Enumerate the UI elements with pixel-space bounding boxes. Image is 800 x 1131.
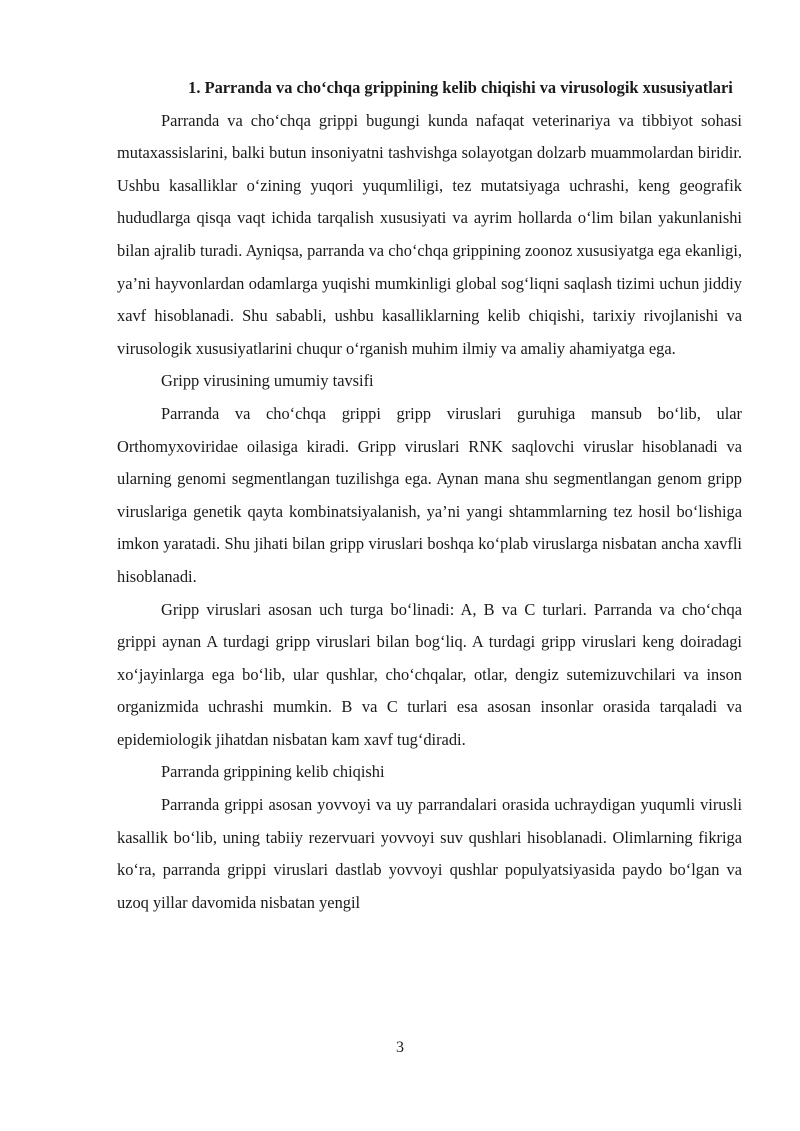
subheading-origin: Parranda grippining kelib chiqishi [161, 762, 385, 782]
paragraph-intro: Parranda va cho‘chqa grippi bugungi kunda nafaqat veterinariya va tibbiyot sohasi mutaxassislarini, balki butun insoniyatni tashvishga solayotgan dolzarb muammolardan biridir. Ushbu kasalliklar o‘zining yuqori yuqumliligi, tez mutatsiyaga uchrashi, keng geografik hududlarga qisqa vaqt ichida tarqalish xususiyati va ayrim hollarda o‘lim bilan yakunlanishi bilan ajralib turadi. Ayniqsa, parranda va cho‘chqa grippining zoonoz xususiyatga ega ekanligi, ya’ni hayvonlardan odamlarga yuqishi mumkinligi global sog‘liqni saqlash tizimi uchun jiddiy xavf hisoblanadi. Shu sababli, ushbu kasalliklarning kelib chiqishi, tarixiy rivojlanishi va virusologik xususiyatlarini chuqur o‘rganish muhim ilmiy va amaliy ahamiyatga ega. [117, 110, 742, 358]
section-heading: 1. Parranda va cho‘chqa grippining kelib chiqishi va virusologik xususiyatlari [188, 78, 733, 97]
subheading-general-description: Gripp virusining umumiy tavsifi [161, 371, 374, 391]
page-content [117, 72, 742, 919]
paragraph-virus-types: Gripp viruslari asosan uch turga bo‘linadi: A, B va C turlari. Parranda va cho‘chqa grippi aynan A turdagi gripp viruslari bilan bog‘liq. A turdagi gripp viruslari keng doiradagi xo‘jayinlarga ega bo‘lib, ular qushlar, cho‘chqalar, otlar, dengiz sutemizuvchilari va inson organizmida uchrashi mumkin. B va C turlari esa asosan insonlar orasida tarqaladi va epidemiologik jihatdan nisbatan kam xavf tug‘diradi. [117, 599, 742, 749]
page-number: 3 [396, 1039, 404, 1056]
paragraph-bird-flu-origin: Parranda grippi asosan yovvoyi va uy parrandalari orasida uchraydigan yuqumli virusli kasallik bo‘lib, uning tabiiy rezervuari yovvoyi suv qushlari hisoblanadi. Olimlarning fikriga ko‘ra, parranda grippi viruslari dastlab yovvoyi qushlar populyatsiyasida paydo bo‘lgan va uzoq yillar davomida nisbatan yengil [117, 795, 742, 912]
paragraph-virus-family: Parranda va cho‘chqa grippi gripp viruslari guruhiga mansub bo‘lib, ular Orthomyxoviridae oilasiga kiradi. Gripp viruslari RNK saqlovchi viruslar hisoblanadi va ularning genomi segmentlangan tuzilishga ega. Aynan mana shu segmentlangan genom gripp viruslariga genetik qayta kombinatsiyalanish, ya’ni yangi shtammlarning tez hosil bo‘lishiga imkon yaratadi. Shu jihati bilan gripp viruslari boshqa ko‘plab viruslarga nisbatan ancha xavfli hisoblanadi. [117, 403, 742, 586]
